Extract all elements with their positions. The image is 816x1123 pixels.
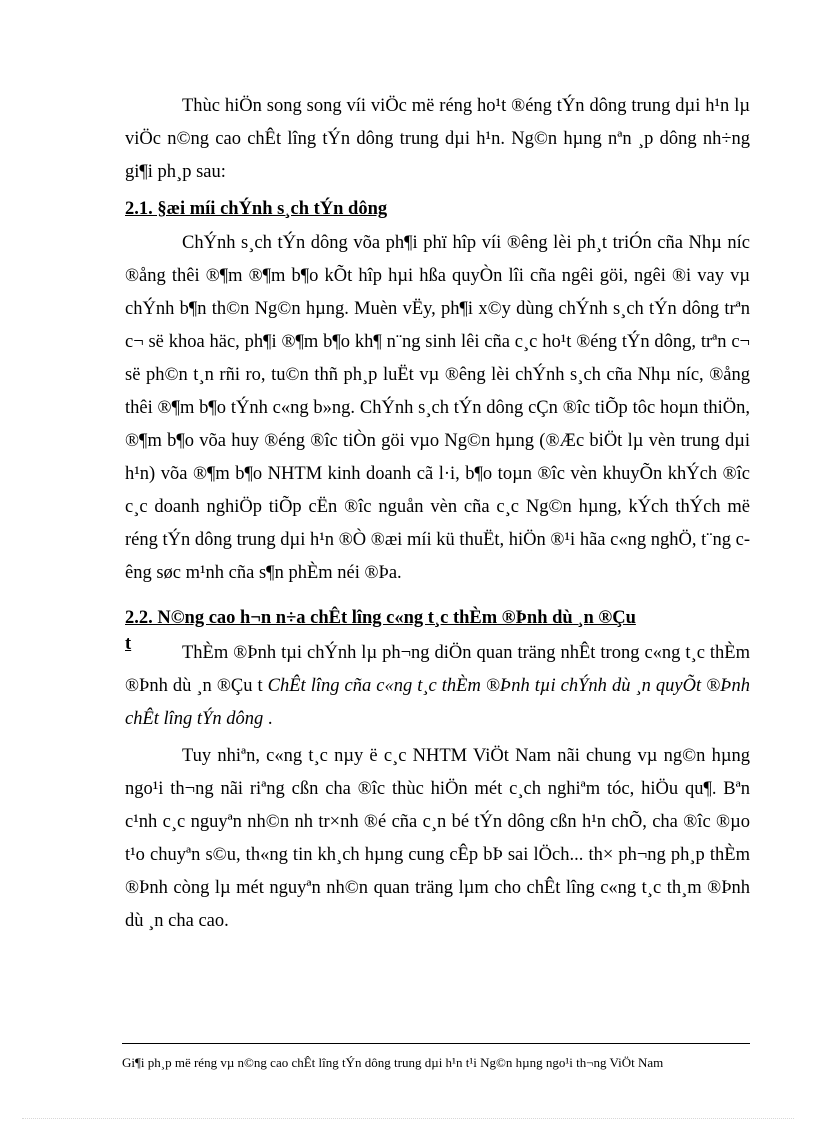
paragraph-lead-text: ThÈm ®Þnh tµi chÝnh lµ ph¬ng diÖn quan träng nhÊt trong c«ng t¸c thÈm ®Þnh dù ¸n ®Çu t (125, 643, 750, 696)
footer-divider (122, 1043, 750, 1044)
page-bottom-border (22, 1118, 794, 1119)
section-2-2-paragraph-2: Tuy nhiªn, c«ng t¸c nµy ë c¸c NHTM ViÖt Nam nãi chung vµ ng©n hµng ngo¹i th¬ng nãi riªng cßn cha ®îc thùc hiÖn mét c¸ch nghiªm tóc, hiÖu qu¶. Bªn c¹nh c¸c nguyªn nh©n nh tr×nh ®é cña c¸n bé tÝn dông cßn h¹n chÕ, cha ®îc ®µo t¹o chuyªn s©u, th«ng tin kh¸ch hµng cung cÊp bÞ sai lÖch... th× ph¬ng ph¸p thÈm ®Þnh còng lµ mét nguyªn nh©n quan träng lµm cho chÊt lîng c«ng t¸c th¸m ®Þnh dù ¸n cha cao. (125, 746, 750, 931)
section-2-1-paragraph: ChÝnh s¸ch tÝn dông võa ph¶i phï hîp víi ®êng lèi ph¸t triÓn cña Nhµ níc ®ång thêi ®¶m ®¶m b¶o kÕt hîp hµi hßa quyÒn lîi cña ngêi göi, ngêi ®i vay vµ chÝnh b¶n th©n Ng©n hµng. Muèn vËy, ph¶i x©y dùng chÝnh s¸ch tÝn dông trªn c¬ së khoa häc, ph¶i ®¶m b¶o kh¶ n¨ng sinh lêi cña c¸c ho¹t ®éng tÝn dông, trªn c¬ së ph©n t¸n rñi ro, tu©n thñ ph¸p luËt vµ ®êng lèi chÝnh s¸ch cña Nhµ níc, ®ång thêi ®¶m b¶o tÝnh c«ng b»ng. ChÝnh s¸ch tÝn dông cÇn ®îc tiÕp tôc hoµn thiÖn, ®¶m b¶o võa huy ®éng ®îc tiÒn göi vµo Ng©n hµng (®Æc biÖt lµ vèn trung dµi h¹n) võa ®¶m b¶o NHTM kinh doanh cã l·i, b¶o toµn ®îc vèn khuyÕn khÝch ®îc c¸c doanh nghiÖp tiÕp cËn ®îc nguån vèn cña c¸c Ng©n hµng, kÝch thÝch më réng tÝn dông trung dµi h¹n ®Ò ®æi míi kü thuËt, hiÖn ®¹i hãa c«ng nghÖ, t¨ng cêng søc m¹nh cña s¶n phÈm néi ®Þa. (125, 233, 750, 583)
section-heading-2-1: 2.1. §æi míi chÝnh s¸ch tÝn dông (125, 199, 388, 219)
intro-paragraph: Thùc hiÖn song song víi viÖc më réng ho¹t ®éng tÝn dông trung dµi h¹n lµ viÖc n©ng cao chÊt lîng tÝn dông trung dµi h¹n. Ng©n hµng nªn ¸p dông nh÷ng gi¶i ph¸p sau: (125, 96, 750, 182)
section-2-2-paragraph-1 (125, 637, 750, 736)
section-heading-2-2: 2.2. N©ng cao h¬n n÷a chÊt lîng c«ng t¸c thÈm ®Þnh dù ¸n ®Çu t (125, 608, 636, 654)
italic-emphasis-text: ChÊt lîng cña c«ng t¸c thÈm ®Þnh tµi chÝnh dù ¸n quyÕt ®Þnh chÊt lîng tÝn dông (125, 676, 750, 729)
running-footer: Gi¶i ph¸p më réng vµ n©ng cao chÊt lîng tÝn dông trung dµi h¹n t¹i Ng©n hµng ngo¹i th¬ng ViÖt Nam (122, 1055, 664, 1070)
paragraph-tail-text: . (263, 709, 273, 729)
